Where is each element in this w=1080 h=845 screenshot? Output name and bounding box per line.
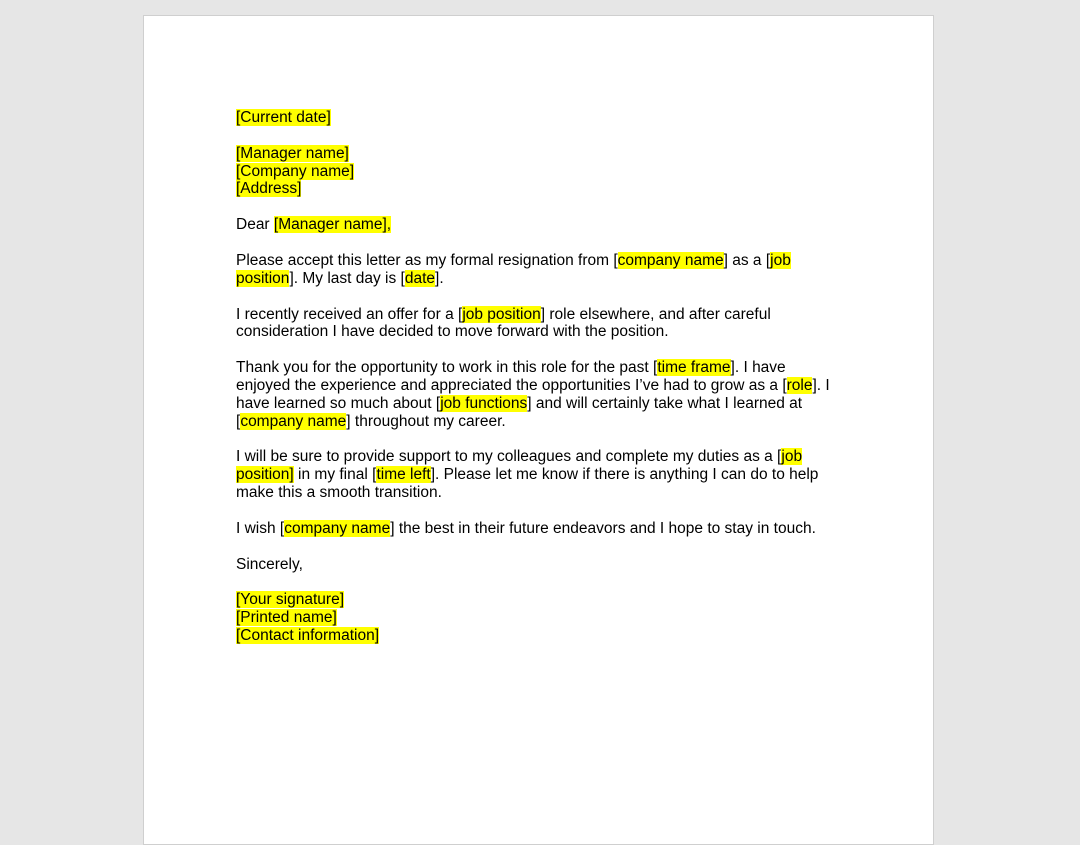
paragraph-thanks (236, 359, 846, 430)
text-line: consideration I have decided to move forward with the position. (236, 323, 669, 341)
signature-block (236, 591, 846, 644)
job-position-placeholder: position] (236, 466, 294, 484)
salutation-name-placeholder: [Manager name], (273, 216, 392, 234)
closing-text: Sincerely, (236, 555, 303, 573)
salutation (236, 216, 846, 234)
text-run: ]. My last day is [ (289, 269, 405, 287)
text-run: ] throughout my career. (346, 412, 506, 430)
text-run: Please accept this letter as my formal resignation from [ (236, 251, 618, 269)
company-name-placeholder: [Company name] (236, 162, 355, 180)
date-placeholder: date (404, 269, 436, 287)
text-run: ]. (435, 269, 444, 287)
paragraph-support (236, 448, 846, 501)
text-run: enjoyed the experience and appreciated the opportunities I’ve had to grow as a [ (236, 376, 787, 394)
job-position-placeholder: job (770, 251, 791, 269)
document-page (143, 15, 934, 845)
closing (236, 556, 846, 574)
text-run: ]. I (812, 376, 830, 394)
address-placeholder: [Address] (236, 180, 302, 198)
text-run: I recently received an offer for a [ (236, 305, 463, 323)
recipient-block (236, 145, 846, 198)
company-name-placeholder: company name (617, 251, 724, 269)
job-position-placeholder: position (236, 269, 290, 287)
role-placeholder: role (786, 376, 813, 394)
text-line: make this a smooth transition. (236, 483, 442, 501)
date-block (236, 109, 846, 127)
company-name-placeholder: company name (240, 412, 347, 430)
manager-name-placeholder: [Manager name] (236, 144, 349, 162)
text-run: ]. I have (730, 359, 786, 377)
current-date-placeholder: [Current date] (236, 109, 331, 126)
text-run: ] as a [ (723, 251, 771, 269)
text-run: ] the best in their future endeavors and I hope to stay in touch. (390, 519, 816, 537)
text-run: ] role elsewhere, and after careful (540, 305, 771, 323)
text-run: Thank you for the opportunity to work in this role for the past [ (236, 359, 658, 377)
paragraph-resignation (236, 252, 846, 288)
text-run: [ (236, 412, 241, 430)
company-name-placeholder: company name (284, 519, 391, 537)
printed-name-placeholder: [Printed name] (236, 609, 337, 627)
job-position-placeholder: job position (462, 305, 541, 323)
text-run: ]. Please let me know if there is anything I can do to help (430, 466, 819, 484)
paragraph-offer (236, 306, 846, 342)
text-run: have learned so much about [ (236, 394, 441, 412)
contact-information-placeholder: [Contact information] (236, 626, 380, 644)
time-left-placeholder: time left (376, 466, 431, 484)
salutation-prefix: Dear (236, 216, 274, 234)
text-run: I will be sure to provide support to my colleagues and complete my duties as a [ (236, 448, 782, 466)
paragraph-wish (236, 520, 846, 538)
text-run: ] and will certainly take what I learned at (527, 394, 803, 412)
letter-body (236, 109, 846, 663)
text-run: I wish [ (236, 519, 285, 537)
text-run: in my final [ (293, 466, 377, 484)
job-functions-placeholder: job functions (440, 394, 528, 412)
signature-placeholder: [Your signature] (236, 591, 345, 609)
time-frame-placeholder: time frame (657, 359, 731, 377)
job-position-placeholder: job (781, 448, 803, 466)
